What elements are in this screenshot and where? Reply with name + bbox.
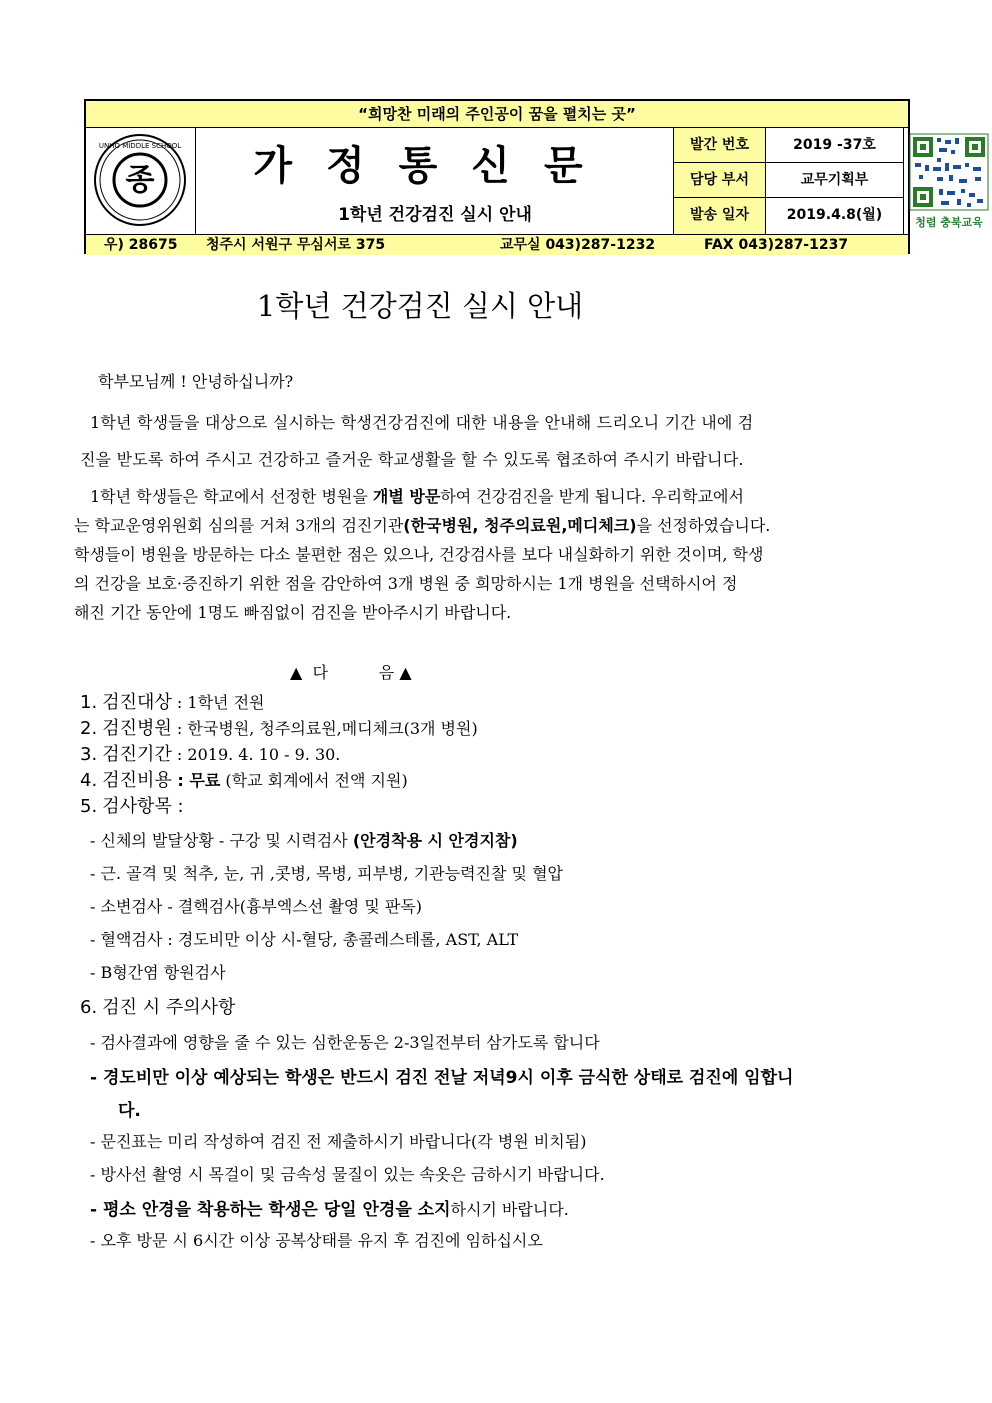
item-target <box>80 688 265 714</box>
contact-footer <box>86 234 908 255</box>
fax-number: FAX 043)287-1237 <box>704 237 849 253</box>
school-logo-cell <box>86 128 196 234</box>
item-value: : 한국병원, 청주의료원,메디체크(3개 병원) <box>171 719 478 738</box>
para2-hospitals: (한국병원, 청주의료원,메디체크) <box>403 516 637 535</box>
item-number: 4. <box>80 770 98 791</box>
meta-row-issue <box>674 128 904 163</box>
caution-item: - 방사선 촬영 시 목걸이 및 금속성 물질이 있는 속옷은 금하시기 바랍니다. <box>90 1165 605 1184</box>
exam-item <box>90 828 518 851</box>
exam-item: - B형간염 항원검사 <box>90 963 226 982</box>
item-number: 6. <box>80 997 98 1018</box>
item-cautions-heading <box>80 993 235 1019</box>
para2-text: 하여 건강검진을 받게 됩니다. 우리학교에서 <box>440 487 744 506</box>
greeting: 학부모님께 ! 안녕하십니까? <box>98 372 294 391</box>
item-value: : 1학년 전원 <box>171 693 265 712</box>
item-key: 검사항목 : <box>102 796 184 817</box>
para2-line3: 학생들이 병원을 방문하는 다소 불편한 점은 있으나, 건강검사를 보다 내실화하기 위한 것이며, 학생 <box>74 545 764 564</box>
school-emblem-icon <box>86 128 196 234</box>
item-value: : 2019. 4. 10 - 9. 30. <box>171 745 341 764</box>
notice-heading: ▲ 다 음 ▲ <box>290 663 412 682</box>
exam-item: - 근. 골격 및 척추, 눈, 귀 ,콧병, 목병, 피부병, 기관능력진찰 및 혈압 <box>90 864 563 883</box>
meta-label: 발송 일자 <box>674 198 766 234</box>
emblem-text: UNHO MIDDLE SCHOOL <box>98 142 182 150</box>
newsletter-title: 가정통신문 <box>253 142 617 189</box>
postal-code: 우) 28675 <box>104 237 178 253</box>
item-number: 3. <box>80 744 98 765</box>
qr-code-cell <box>904 128 992 234</box>
item-period <box>80 740 340 766</box>
meta-row-date <box>674 198 904 234</box>
meta-value: 교무기획부 <box>766 163 904 197</box>
qr-caption: 청렴 충북교육 <box>915 216 983 229</box>
item-cost <box>80 766 408 792</box>
para2-text: 는 학교운영위원회 심의를 거쳐 3개의 검진기관 <box>74 516 404 535</box>
para2-text: 을 선정하였습니다. <box>636 516 771 535</box>
school-address: 청주시 서원구 무심서로 375 <box>206 237 386 253</box>
item-key: 검진 시 주의사항 <box>102 997 236 1018</box>
caution-item: - 검사결과에 영향을 줄 수 있는 심한운동은 2-3일전부터 삼가도록 합니다 <box>90 1033 600 1052</box>
meta-value: 2019.4.8(월) <box>766 198 904 234</box>
item-number: 2. <box>80 718 98 739</box>
meta-label: 담당 부서 <box>674 163 766 197</box>
newsletter-subtitle: 1학년 건강검진 실시 안내 <box>338 205 532 225</box>
item-key: 검진비용 <box>102 770 172 791</box>
item-key: 검진병원 <box>102 718 172 739</box>
emblem-char: 종 <box>125 163 155 198</box>
item-key: 검진기간 <box>102 744 172 765</box>
item-hospitals <box>80 714 478 740</box>
caution-item: - 오후 방문 시 6시간 이상 공복상태를 유지 후 검진에 임하십시오 <box>90 1231 543 1250</box>
qr-code-icon <box>904 128 992 234</box>
caution-text: 하시기 바랍니다. <box>450 1200 569 1219</box>
exam-item-text: - 신체의 발달상황 - 구강 및 시력검사 <box>90 831 353 850</box>
meta-label: 발간 번호 <box>674 128 766 162</box>
caution-item-bold: - 경도비만 이상 예상되는 학생은 반드시 검진 전날 저녁9시 이후 금식한 상태로 검진에 임합니 <box>90 1068 794 1088</box>
document-title: 1학년 건강검진 실시 안내 <box>256 289 584 323</box>
office-phone: 교무실 043)287-1232 <box>500 237 656 253</box>
exam-item-note: (안경착용 시 안경지참) <box>352 831 518 850</box>
exam-item: - 소변검사 - 결핵검사(흉부엑스선 촬영 및 판독) <box>90 897 423 916</box>
item-value-bold: : 무료 <box>171 771 221 790</box>
para2-text: 1학년 학생들은 학교에서 선정한 병원을 <box>90 487 368 506</box>
caution-item: - 문진표는 미리 작성하여 검진 전 제출하시기 바랍니다(각 병원 비치됨) <box>90 1132 587 1151</box>
meta-value: 2019 -37호 <box>766 128 904 162</box>
caution-emphasis: - 평소 안경을 착용하는 학생은 당일 안경을 소지 <box>90 1200 451 1220</box>
meta-row-department <box>674 163 904 198</box>
caution-item-bold-cont: 다. <box>118 1101 141 1121</box>
exam-item: - 혈액검사 : 경도비만 이상 시-혈당, 총콜레스테롤, AST, ALT <box>90 930 519 949</box>
para2-line4: 의 건강을 보호·증진하기 위한 점을 감안하여 3개 병원 중 희망하시는 1개 병원을 선택하시어 정 <box>74 574 738 593</box>
item-number: 5. <box>80 796 98 817</box>
para2-emphasis: 개별 방문 <box>372 487 441 506</box>
school-slogan: “희망찬 미래의 주인공이 꿈을 펼치는 곳” <box>86 101 908 128</box>
newsletter-header <box>84 99 983 254</box>
para1-line2: 진을 받도록 하여 주시고 건강하고 즐거운 학교생활을 할 수 있도록 협조하여 주시기 바랍니다. <box>80 450 744 469</box>
para2-line5: 해진 기간 동안에 1명도 빠짐없이 검진을 받아주시기 바랍니다. <box>74 603 512 622</box>
item-value: (학교 회계에서 전액 지원) <box>220 771 408 790</box>
para2-line1 <box>90 484 744 507</box>
title-cell <box>196 128 674 234</box>
item-key: 검진대상 <box>102 692 172 713</box>
publication-meta <box>674 128 904 234</box>
para1-line1: 1학년 학생들을 대상으로 실시하는 학생건강검진에 대한 내용을 안내해 드리오니 기간 내에 검 <box>90 413 754 432</box>
item-exam-heading <box>80 792 184 818</box>
caution-item <box>90 1195 569 1220</box>
para2-line2 <box>74 513 770 536</box>
item-number: 1. <box>80 692 98 713</box>
